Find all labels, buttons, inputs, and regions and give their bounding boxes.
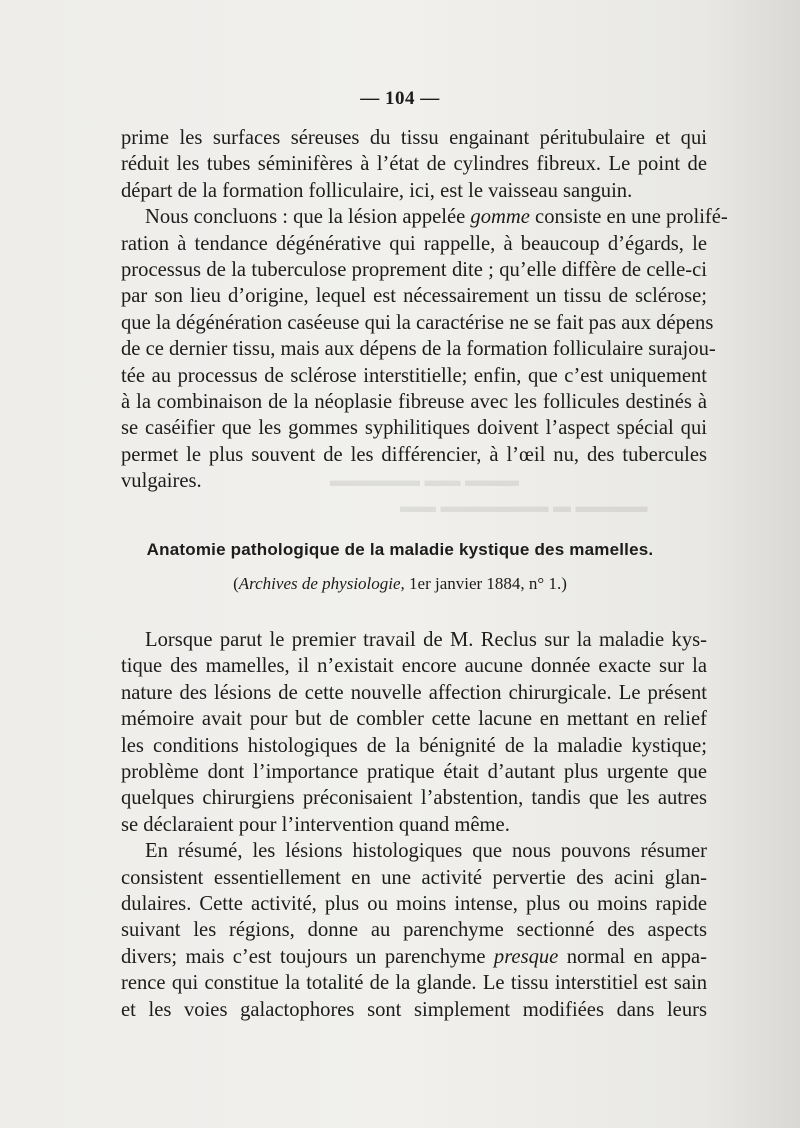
text-line: processus de la tuberculose proprement dite ; qu’elle diffère de celle-ci [121, 259, 707, 282]
text-line: mémoire avait pour but de combler cette lacune en mettant en relief [121, 708, 707, 731]
text-line: problème dont l’importance pratique était d’autant plus urgente que [121, 761, 707, 784]
text-line: suivant les régions, donne au parenchyme sectionné des aspects [121, 919, 707, 942]
text-line: tée au processus de sclérose interstitielle; enfin, que c’est uniquement [121, 364, 707, 387]
text-line: prime les surfaces séreuses du tissu engainant péritubulaire et qui [121, 127, 707, 149]
text-line: se déclaraient pour l’intervention quand même. [121, 813, 510, 836]
emphasis: gomme [470, 206, 530, 229]
text-line: de ce dernier tissu, mais aux dépens de la formation folliculaire surajou- [121, 338, 716, 361]
text-line: les conditions histologiques de la bénignité de la maladie kystique; [121, 734, 707, 757]
text-block-upper [121, 125, 728, 495]
paragraph [121, 838, 707, 1023]
text-line: Lorsque parut le premier travail de M. Reclus sur la maladie kys- [145, 629, 707, 651]
text-line: et les voies galactophores sont simplement modifiées dans leurs [121, 998, 707, 1021]
text-run: normal en appa- [558, 945, 707, 968]
text-line: que la dégénération caséeuse qui la caractérise ne se fait pas aux dépens [121, 311, 714, 334]
text-line: ration à tendance dégénérative qui rappelle, à beaucoup d’égards, le [121, 232, 707, 255]
text-line: par son lieu d’origine, lequel est nécessairement un tissu de sclérose; [121, 285, 707, 308]
text-run: Nous concluons : que la lésion appelée [145, 206, 471, 229]
emphasis: presque [493, 945, 559, 968]
section-citation [0, 574, 800, 594]
page-number: — 104 — [360, 88, 440, 109]
citation-date: 1er janvier 1884, n° 1.) [404, 574, 567, 593]
text-line: permet le plus souvent de les différencier, à l’œil nu, des tubercules [121, 443, 707, 466]
text-line: réduit les tubes séminifères à l’état de cylindres fibreux. Le point de [121, 153, 707, 176]
paragraph [121, 125, 707, 204]
show-through-text: ▬▬▬ ▬▬ ▬▬▬▬▬ [330, 470, 519, 490]
text-line: quelques chirurgiens préconisaient l’abstention, tandis que les autres [121, 787, 707, 810]
text-line [121, 944, 707, 970]
text-line: rence qui constitue la totalité de la glande. Le tissu interstitiel est sain [121, 972, 707, 995]
text-line: tique des mamelles, il n’existait encore aucune donnée exacte sur la [121, 655, 707, 678]
paragraph [121, 627, 707, 838]
text-line: En résumé, les lésions histologiques que nous pouvons résumer [145, 840, 707, 863]
show-through-text: ▬▬▬▬ ▬ ▬▬▬▬▬▬ ▬▬ [400, 496, 648, 516]
text-run: consiste en une prolifé- [529, 206, 728, 229]
text-line: départ de la formation folliculaire, ici, est le vaisseau sanguin. [121, 179, 633, 202]
citation-paren: ( [233, 574, 239, 593]
text-line [121, 204, 728, 230]
citation-journal: Archives de physiologie, [238, 574, 405, 593]
section-heading: Anatomie pathologique de la maladie kystique des mamelles. [146, 540, 654, 559]
text-block-lower [121, 627, 707, 1023]
text-line: consistent essentiellement en une activité pervertie des acini glan- [121, 866, 707, 889]
text-line: vulgaires. [121, 470, 202, 493]
text-line: à la combinaison de la néoplasie fibreuse avec les follicules destinés à [121, 391, 707, 414]
paragraph [121, 204, 728, 494]
text-line: nature des lésions de cette nouvelle affection chirurgicale. Le présent [121, 681, 707, 704]
text-line: se caséifier que les gommes syphilitiques doivent l’aspect spécial qui [121, 417, 707, 440]
text-run: divers; mais c’est toujours un parenchyme [121, 945, 494, 968]
text-line: dulaires. Cette activité, plus ou moins intense, plus ou moins rapide [121, 893, 707, 916]
